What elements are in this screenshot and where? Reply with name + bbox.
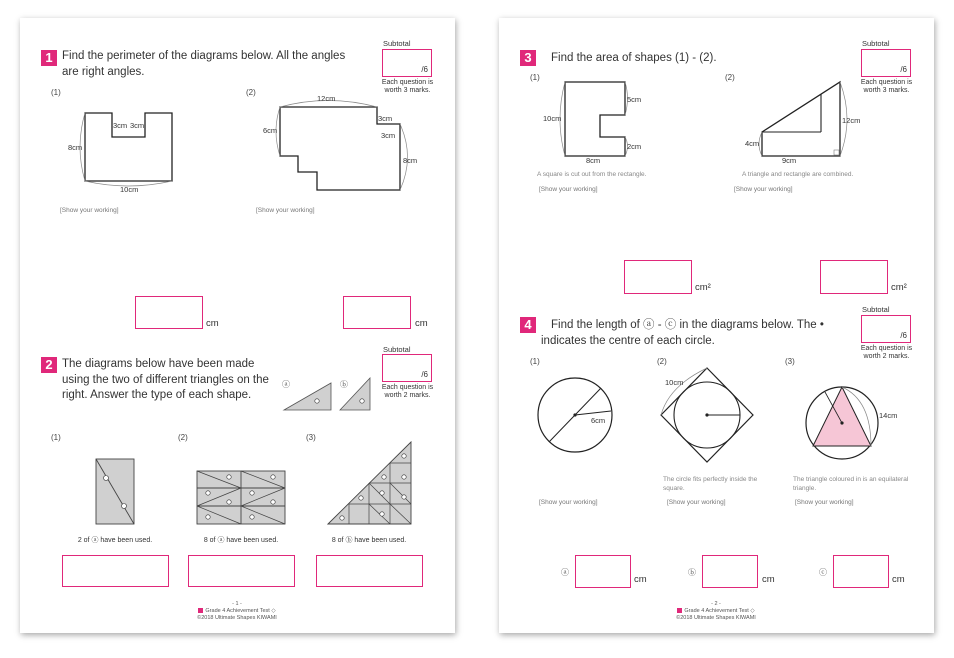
question-4-number: 4 [520, 317, 536, 333]
question-3-number: 3 [520, 50, 536, 66]
dimension-label: 8cm [586, 156, 601, 165]
dimension-label: 2cm [627, 142, 642, 151]
dimension-label: 8cm [68, 143, 83, 152]
show-working-label: [Show your working] [667, 499, 726, 506]
unit-label: cm [762, 574, 775, 585]
unit-label: cm [206, 318, 219, 329]
dimension-label: 5cm [627, 95, 642, 104]
diamond-icon: ◇ [271, 608, 276, 614]
dimension-label: 14cm [879, 411, 898, 420]
page-number: - 2 - [711, 601, 721, 607]
footer-logo-square [677, 608, 682, 613]
sub-label: (2) [657, 357, 667, 366]
show-working-label: [Show your working] [734, 186, 793, 193]
show-working-label: [Show your working] [256, 207, 315, 214]
question-4-text: Find the length of ⓐ - ⓒ in the diagrams below. The • indicates the centre of each circle. [541, 319, 824, 347]
diagram-caption: The circle fits perfectly inside the square. [663, 476, 758, 492]
page-number: - 1 - [232, 601, 242, 607]
show-working-label: [Show your working] [539, 186, 598, 193]
sub-label: (2) [246, 88, 256, 97]
answer-label-b: ⓑ [688, 568, 696, 577]
question-1-text: Find the perimeter of the diagrams below. All the angles are right angles. [62, 50, 346, 78]
unit-label: cm² [695, 282, 711, 293]
subtotal-value: /6 [421, 370, 428, 379]
diamond-icon: ◇ [750, 608, 755, 614]
diagram-caption: A triangle and rectangle are combined. [742, 171, 854, 178]
dimension-label: 10cm [543, 114, 562, 123]
dimension-label: 10cm [120, 185, 139, 194]
triangle-b-label: ⓑ [340, 380, 348, 389]
sub-label: (3) [785, 357, 795, 366]
subtotal-value: /6 [421, 65, 428, 74]
diagram-caption: A square is cut out from the rectangle. [537, 171, 647, 178]
subtotal-label: Subtotal [383, 345, 411, 354]
unit-label: cm² [891, 282, 907, 293]
dimension-label: 6cm [591, 416, 606, 425]
answer-box-q4-b[interactable] [702, 555, 758, 588]
sub-label: (1) [530, 73, 540, 82]
marks-note: Each question is worth 2 marks. [381, 384, 434, 399]
dimension-label: 4cm [745, 139, 760, 148]
marks-note: Each question is worth 3 marks. [860, 79, 913, 94]
question-3-text: Find the area of shapes (1) - (2). [551, 52, 717, 64]
dimension-label: 12cm [317, 94, 336, 103]
subtotal-label: Subtotal [383, 39, 411, 48]
dimension-label: 8cm [403, 156, 418, 165]
subtotal-value: /6 [900, 331, 907, 340]
dimension-label: 12cm [842, 116, 861, 125]
answer-label-c: ⓒ [819, 568, 827, 577]
unit-label: cm [634, 574, 647, 585]
diagram-caption: The triangle coloured in is an equilateral triangle. [793, 476, 909, 492]
shape-caption: 2 of ⓐ have been used. [77, 537, 153, 544]
sub-label: (2) [725, 73, 735, 82]
answer-box-q2-3[interactable] [316, 555, 423, 587]
question-2-text: The diagrams below have been made using the two of different triangles on the right. Answer the type of each shape. [62, 358, 269, 401]
dimension-label: 10cm [665, 378, 684, 387]
subtotal-label: Subtotal [862, 39, 890, 48]
subtotal-value: /6 [900, 65, 907, 74]
question-2-number: 2 [41, 357, 57, 373]
show-working-label: [Show your working] [60, 207, 119, 214]
page-footer [137, 601, 337, 622]
answer-box-q2-1[interactable] [62, 555, 169, 587]
sub-label: (1) [51, 88, 61, 97]
footer-logo-square [198, 608, 203, 613]
sub-label: (2) [178, 433, 188, 442]
unit-label: cm [415, 318, 428, 329]
unit-label: cm [892, 574, 905, 585]
dimension-label: 6cm [263, 126, 278, 135]
marks-note: Each question is worth 3 marks. [381, 79, 434, 94]
answer-box-q4-c[interactable] [833, 555, 889, 588]
copyright: ©2018 Ultimate Shapes KIWAMI [676, 615, 756, 621]
show-working-label: [Show your working] [795, 499, 854, 506]
dimension-label: 3cm [113, 121, 128, 130]
footer-title: Grade 4 Achievement Test [684, 608, 749, 614]
answer-box-q2-2[interactable] [188, 555, 295, 587]
sub-label: (3) [306, 433, 316, 442]
marks-note: Each question is worth 2 marks. [860, 345, 913, 360]
copyright: ©2018 Ultimate Shapes KIWAMI [197, 615, 277, 621]
circle-diagrams [499, 18, 934, 633]
subtotal-label: Subtotal [862, 305, 890, 314]
worksheet-page-1 [20, 18, 455, 633]
page-footer [616, 601, 816, 622]
shape-caption: 8 of ⓑ have been used. [331, 537, 407, 544]
answer-box-q4-a[interactable] [575, 555, 631, 588]
worksheet-page-2 [499, 18, 934, 633]
dimension-label: 9cm [782, 156, 797, 165]
dimension-label: 3cm [381, 131, 396, 140]
dimension-label: 3cm [378, 114, 393, 123]
sub-label: (1) [51, 433, 61, 442]
shape-caption: 8 of ⓐ have been used. [203, 537, 279, 544]
triangle-a-label: ⓐ [282, 380, 290, 389]
dimension-label: 3cm [130, 121, 145, 130]
answer-label-a: ⓐ [561, 568, 569, 577]
show-working-label: [Show your working] [539, 499, 598, 506]
question-1-number: 1 [41, 50, 57, 66]
sub-label: (1) [530, 357, 540, 366]
footer-title: Grade 4 Achievement Test [205, 608, 270, 614]
